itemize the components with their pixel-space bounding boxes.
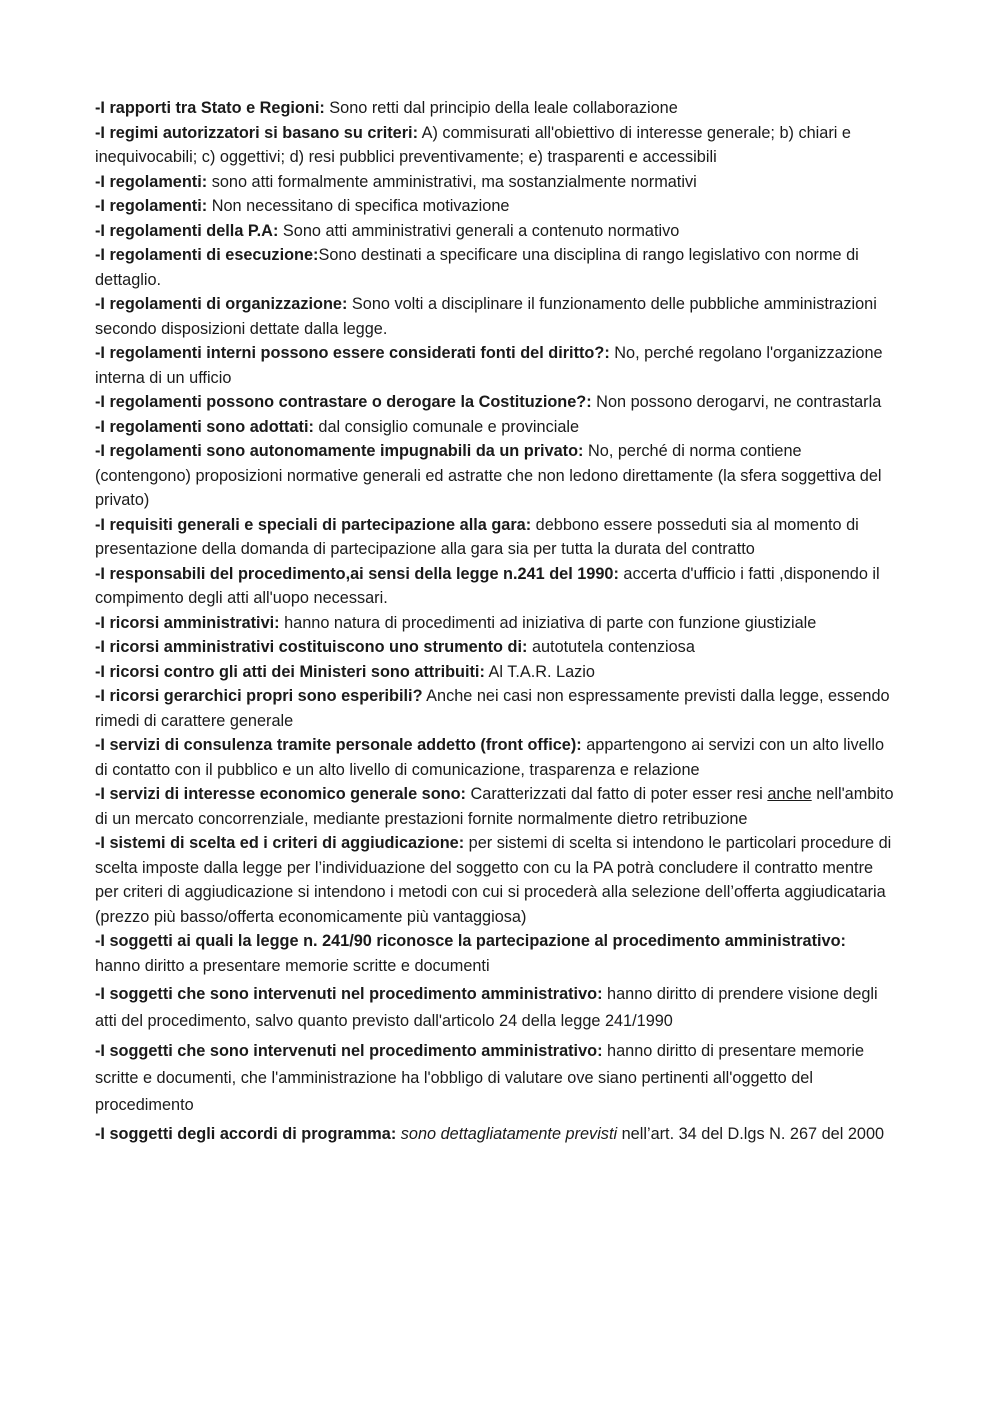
entry-text: accerta d'ufficio i fatti ,disponendo il compimento degli atti all'uopo necessari. xyxy=(95,564,880,607)
entry-text: per sistemi di scelta si intendono le particolari procedure di scelta imposte dalla legge per l’individuazione del soggetto con cu la PA potrà concludere il contratto mentre per criteri di aggiudicazione si intendono i metodi con cui si procederà alla selezione dell’offerta aggiudicataria (prezzo più basso/offerta economicamente più vantaggiosa) xyxy=(95,834,892,926)
entry-text: hanno diritto di presentare memorie scritte e documenti, che l'amministrazione ha l'obbligo di valutare ove siano pertinenti all'oggetto del procedimento xyxy=(95,1042,865,1114)
entry-text: Anche nei casi non espressamente previsti dalla legge, essendo rimedi di carattere generale xyxy=(95,687,890,730)
entry-soggetti-intervenuti-visione xyxy=(95,981,895,1035)
entry-term: -I soggetti ai quali la legge n. 241/90 riconosce la partecipazione al procedimento amministrativo: xyxy=(95,932,846,950)
entry-term: -I ricorsi contro gli atti dei Ministeri sono attribuiti: xyxy=(95,662,485,681)
entry-requisiti-gara xyxy=(95,513,895,562)
entry-ricorsi-ministeri xyxy=(95,660,895,685)
entry-regimi-autorizzatori xyxy=(95,121,895,170)
entry-term: -I regolamenti possono contrastare o derogare la Costituzione?: xyxy=(95,393,592,411)
entry-term: -I sistemi di scelta ed i criteri di aggiudicazione: xyxy=(95,834,465,852)
entry-term: -I regolamenti della P.A: xyxy=(95,221,279,240)
entry-servizi-consulenza xyxy=(95,733,895,782)
entry-regolamenti-interni xyxy=(95,341,895,390)
document-page xyxy=(95,96,895,1147)
entry-text: sono atti formalmente amministrativi, ma sostanzialmente normativi xyxy=(207,172,697,191)
entry-text: Caratterizzati dal fatto di poter esser resi xyxy=(465,785,768,803)
entry-term: -I regolamenti sono autonomamente impugnabili da un privato: xyxy=(95,442,584,460)
entry-term: -I ricorsi amministrativi costituiscono uno strumento di: xyxy=(95,638,528,656)
entry-text: Sono destinati a specificare una disciplina di rango legislativo con norme di dettaglio. xyxy=(95,246,859,289)
entry-soggetti-accordi-programma xyxy=(95,1122,895,1147)
entry-soggetti-intervenuti-memorie xyxy=(95,1038,895,1119)
entry-regolamenti-natura xyxy=(95,170,895,195)
entry-text: hanno diritto a presentare memorie scritte e documenti xyxy=(95,956,490,975)
entry-term: -I requisiti generali e speciali di partecipazione alla gara: xyxy=(95,515,532,534)
entry-responsabili-procedimento xyxy=(95,562,895,611)
entry-term: -I regolamenti di organizzazione: xyxy=(95,295,348,313)
entry-text: No, perché di norma contiene (contengono) proposizioni normative generali ed astratte che non ledono direttamente (la sfera soggettiva del privato) xyxy=(95,442,882,509)
entry-term: -I ricorsi amministrativi: xyxy=(95,613,280,632)
entry-text: dal consiglio comunale e provinciale xyxy=(313,417,580,436)
entry-text: No, perché regolano l'organizzazione interna di un ufficio xyxy=(95,344,883,387)
entry-regolamenti-esecuzione xyxy=(95,243,895,292)
entry-term: -I soggetti degli accordi di programma: xyxy=(95,1125,397,1143)
entry-term: -I rapporti tra Stato e Regioni: xyxy=(95,99,325,117)
entry-text: A) commisurati all'obiettivo di interesse generale; b) chiari e inequivocabili; c) oggettivi; d) resi pubblici preventivamente; e) trasparenti e accessibili xyxy=(95,123,851,166)
entry-text: nell’art. 34 del D.lgs N. 267 del 2000 xyxy=(617,1125,885,1143)
entry-term: -I regolamenti interni possono essere considerati fonti del diritto?: xyxy=(95,344,610,362)
entry-term: -I servizi di interesse economico generale sono: xyxy=(95,785,466,803)
entry-regolamenti-pa xyxy=(95,219,895,244)
entry-text: hanno natura di procedimenti ad iniziativa di parte con funzione giustiziale xyxy=(279,613,817,632)
entry-ricorsi-gerarchici xyxy=(95,684,895,733)
entry-ricorsi-amministrativi xyxy=(95,611,895,636)
entry-term: -I regolamenti sono adottati: xyxy=(95,417,314,436)
entry-term: -I servizi di consulenza tramite personale addetto (front office): xyxy=(95,736,582,754)
entry-term: -I soggetti che sono intervenuti nel procedimento amministrativo: xyxy=(95,985,603,1003)
entry-regolamenti-costituzione xyxy=(95,390,895,415)
entry-italic-text: sono dettagliatamente previsti xyxy=(400,1125,618,1143)
entry-rapporti-stato-regioni xyxy=(95,96,895,121)
entry-text: Sono retti dal principio della leale collaborazione xyxy=(324,99,678,117)
entry-term: -I regimi autorizzatori si basano su criteri: xyxy=(95,123,418,142)
entry-text: Non possono derogarvi, ne contrastarla xyxy=(591,393,882,411)
entry-regolamenti-motivazione xyxy=(95,194,895,219)
entry-regolamenti-adottati xyxy=(95,415,895,440)
entry-term: -I regolamenti di esecuzione: xyxy=(95,246,319,264)
entry-regolamenti-impugnabili xyxy=(95,439,895,513)
entry-regolamenti-organizzazione xyxy=(95,292,895,341)
entry-ricorsi-strumento xyxy=(95,635,895,660)
entry-servizi-interesse-economico xyxy=(95,782,895,831)
entry-text: Al T.A.R. Lazio xyxy=(484,662,595,681)
entry-text: appartengono ai servizi con un alto livello di contatto con il pubblico e un alto livello di comunicazione, trasparenza e relazione xyxy=(95,736,885,779)
entry-term: -I regolamenti: xyxy=(95,197,208,215)
entry-term: -I responsabili del procedimento,ai sensi della legge n.241 del 1990: xyxy=(95,564,619,583)
entry-term: -I ricorsi gerarchici propri sono esperibili? xyxy=(95,687,423,705)
entry-term: -I regolamenti: xyxy=(95,172,208,191)
entry-text: Sono volti a disciplinare il funzionamento delle pubbliche amministrazioni secondo disposizioni dettate dalla legge. xyxy=(95,295,877,338)
entry-text: hanno diritto di prendere visione degli atti del procedimento, salvo quanto previsto dall'articolo 24 della legge 241/1990 xyxy=(95,985,878,1030)
entry-text: Non necessitano di specifica motivazione xyxy=(207,197,510,215)
entry-text-continued: nell'ambito di un mercato concorrenziale, mediante prestazioni fornite normalmente dietro retribuzione xyxy=(95,785,894,828)
entry-text: autotutela contenziosa xyxy=(527,638,695,656)
entry-text: debbono essere posseduti sia al momento di presentazione della domanda di partecipazione alla gara sia per tutta la durata del contratto xyxy=(95,515,859,558)
underlined-word: anche xyxy=(767,785,812,803)
entry-soggetti-partecipazione xyxy=(95,929,895,978)
entry-sistemi-scelta xyxy=(95,831,895,929)
entry-term: -I soggetti che sono intervenuti nel procedimento amministrativo: xyxy=(95,1042,603,1060)
entry-text: Sono atti amministrativi generali a contenuto normativo xyxy=(278,221,680,240)
